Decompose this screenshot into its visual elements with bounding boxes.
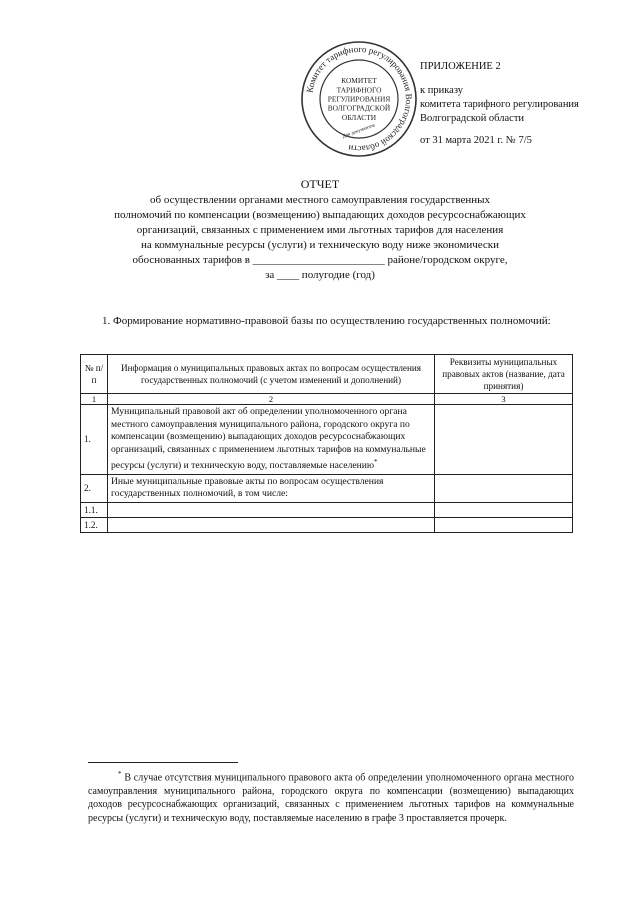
footnote	[88, 768, 574, 825]
row-value[interactable]	[435, 517, 573, 532]
official-stamp	[300, 40, 418, 158]
table-header-row	[81, 355, 573, 394]
subtitle-line: за ____ полугодие (год)	[265, 269, 375, 281]
subtitle-line: на коммунальные ресурсы (услуги) и техническую воду ниже экономически	[140, 239, 500, 251]
section-1-heading: 1. Формирование нормативно-правовой базы по осуществлению государственных полномочий:	[102, 315, 551, 327]
stamp-ring-text: Комитет тарифного регулирования Волгоградской области	[304, 43, 415, 155]
table-row	[81, 405, 573, 475]
row-number: 1.1.	[81, 502, 108, 517]
row-value[interactable]	[435, 474, 573, 502]
column-number: 1	[81, 394, 108, 405]
annex-title: ПРИЛОЖЕНИЕ 2	[420, 61, 501, 72]
row-number: 2.	[81, 474, 108, 502]
row-text[interactable]	[108, 517, 435, 532]
annex-line: комитета тарифного регулирования	[420, 99, 579, 110]
svg-text:Для документов: Для документов	[341, 123, 376, 140]
table-row	[81, 474, 573, 502]
legal-acts-table	[80, 354, 573, 533]
annex-block	[420, 60, 579, 148]
stamp-center-line: ОБЛАСТИ	[341, 112, 377, 122]
footnote-separator	[88, 762, 238, 763]
row-text[interactable]	[108, 502, 435, 517]
footnote-text: В случае отсутствия муниципального правового акта об определении уполномоченного органа местного самоуправления муниципального района, городского округа по компенсации (возмещению) выпадающих доходов ресурсоснабжающих организаций, связанных с применением льготных тарифов на коммунальные ресурсы (услуги) и техническую воду, поставляемые населению в графе 3 проставляется прочерк.	[88, 772, 575, 824]
row-text: Иные муниципальные правовые акты по вопросам осуществления государственных полномочий, в том числе:	[108, 474, 435, 502]
header-info: Информация о муниципальных правовых актах по вопросам осуществления государственных полномочий (с учетом изменений и дополнений)	[108, 355, 435, 394]
column-numbers-row	[81, 394, 573, 405]
column-number: 3	[435, 394, 573, 405]
footnote-mark: *	[374, 458, 378, 466]
annex-line: Волгоградской области	[420, 113, 525, 124]
row-value[interactable]	[435, 405, 573, 475]
footnote-mark: *	[118, 770, 122, 778]
report-title: ОТЧЕТ	[300, 177, 340, 191]
report-subtitle	[60, 193, 580, 283]
subtitle-line: об осуществлении органами местного самоуправления государственных	[149, 194, 491, 206]
annex-date: от 31 марта 2021 г. № 7/5	[420, 135, 532, 146]
row-number: 1.2.	[81, 517, 108, 532]
svg-text:КОМИТЕТТАРИФНОГОРЕГУЛИРОВАНИЯВ	[328, 76, 391, 122]
table-row	[81, 502, 573, 517]
annex-line: к приказу	[420, 85, 463, 96]
table-row	[81, 517, 573, 532]
row-text: Муниципальный правовой акт об определении уполномоченного органа местного самоуправления муниципального района, городского округа по компенсации (возмещению) выпадающих доходов ресурсоснабжающих организаций, связанных с применением льготных тарифов на коммунальные ресурсы (услуги) и техническую воду, поставляемые населению*	[108, 405, 435, 475]
row-value[interactable]	[435, 502, 573, 517]
subtitle-line: обоснованных тарифов в ________________________ районе/городском округе,	[132, 254, 508, 266]
stamp-center-line: РЕГУЛИРОВАНИЯ	[327, 94, 391, 104]
stamp-center-line: КОМИТЕТ	[341, 76, 377, 86]
row-number: 1.	[81, 405, 108, 475]
subtitle-line: полномочий по компенсации (возмещению) выпадающих доходов ресурсоснабжающих	[114, 209, 526, 221]
header-requisites: Реквизиты муниципальных правовых актов (название, дата принятия)	[435, 355, 573, 394]
stamp-center-line: ВОЛГОГРАДСКОЙ	[327, 103, 391, 113]
stamp-center-line: ТАРИФНОГО	[336, 85, 382, 95]
header-number: № п/п	[81, 355, 108, 394]
subtitle-line: организаций, связанных с применением ими льготных тарифов для населения	[136, 224, 504, 236]
column-number: 2	[108, 394, 435, 405]
